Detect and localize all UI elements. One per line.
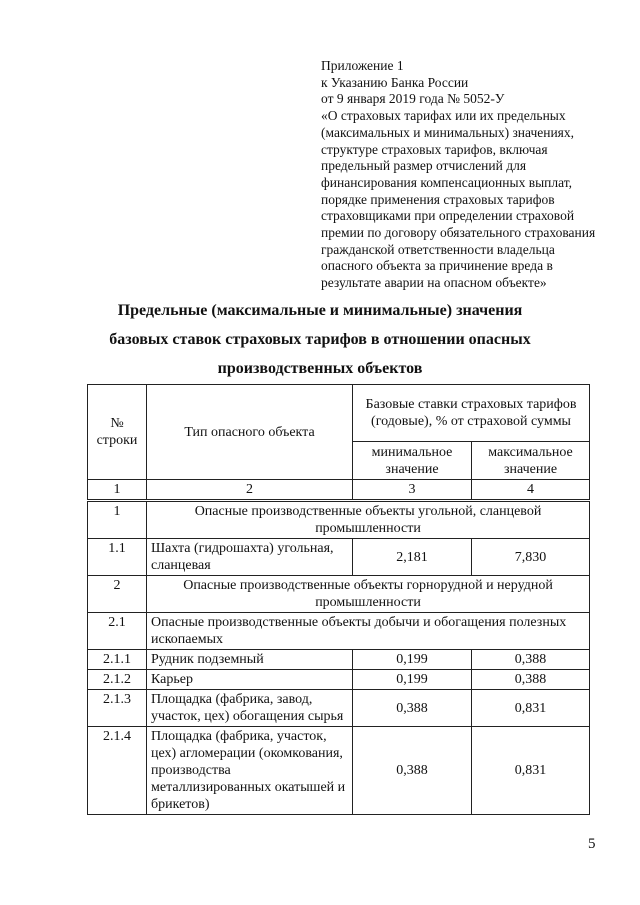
column-number-row [88, 480, 590, 501]
header-min-value: минимальное значение [353, 442, 472, 480]
table-row [88, 576, 590, 613]
column-number: 1 [88, 480, 147, 501]
appendix-line: «О страховых тарифах или их предельных [321, 108, 566, 124]
row-number: 2.1 [88, 613, 147, 650]
appendix-line: Приложение 1 [321, 58, 404, 73]
row-max-value: 0,831 [472, 690, 590, 727]
row-number: 2.1.2 [88, 670, 147, 690]
column-number: 4 [472, 480, 590, 501]
column-number: 2 [147, 480, 353, 501]
row-object-name: Шахта (гидрошахта) угольная, сланцевая [147, 539, 353, 576]
row-min-value: 2,181 [353, 539, 472, 576]
row-number: 2.1.4 [88, 727, 147, 815]
row-max-value: 0,831 [472, 727, 590, 815]
row-object-name: Площадка (фабрика, завод, участок, цех) обогащения сырья [147, 690, 353, 727]
document-title [40, 296, 600, 383]
row-object-name: Карьер [147, 670, 353, 690]
appendix-line: финансирования компенсационных выплат, [321, 174, 573, 190]
table-row [88, 670, 590, 690]
row-section-title: Опасные производственные объекты угольной, сланцевой промышленности [147, 501, 590, 539]
row-min-value: 0,199 [353, 650, 472, 670]
header-max-value: максимальное значение [472, 442, 590, 480]
appendix-line: страховщиками при определении страховой [321, 208, 575, 224]
table-row [88, 650, 590, 670]
header-rates: Базовые ставки страховых тарифов (годовые), % от страховой суммы [353, 385, 590, 442]
row-min-value: 0,199 [353, 670, 472, 690]
row-max-value: 0,388 [472, 670, 590, 690]
header-row-number: № строки [88, 385, 147, 480]
table-row [88, 690, 590, 727]
row-min-value: 0,388 [353, 690, 472, 727]
row-number: 2.1.3 [88, 690, 147, 727]
row-section-title: Опасные производственные объекты горнорудной и нерудной промышленности [147, 576, 590, 613]
table-row [88, 727, 590, 815]
table-row [88, 613, 590, 650]
row-number: 2 [88, 576, 147, 613]
appendix-line: порядке применения страховых тарифов [321, 191, 555, 207]
appendix-line: от 9 января 2019 года № 5052-У [321, 91, 505, 107]
row-number: 1.1 [88, 539, 147, 576]
header-object-type: Тип опасного объекта [147, 385, 353, 480]
page-number: 5 [588, 836, 596, 852]
table-row [88, 501, 590, 539]
row-number: 2.1.1 [88, 650, 147, 670]
row-number: 1 [88, 501, 147, 539]
appendix-line: опасного объекта за причинение вреда в [321, 258, 553, 274]
appendix-line: предельный размер отчислений для [321, 158, 527, 174]
appendix-line: результате аварии на опасном объекте» [321, 275, 547, 291]
row-subsection-title: Опасные производственные объекты добычи и обогащения полезных ископаемых [147, 613, 590, 650]
appendix-line: премии по договору обязательного страхования [321, 225, 596, 241]
column-number: 3 [353, 480, 472, 501]
row-object-name: Площадка (фабрика, участок, цех) агломерации (окомкования, производства металлизированных окатышей и брикетов) [147, 727, 353, 815]
appendix-line: гражданской ответственности владельца [321, 241, 555, 257]
row-object-name: Рудник подземный [147, 650, 353, 670]
title-line: Предельные (максимальные и минимальные) значения [117, 302, 523, 319]
appendix-header [321, 58, 621, 292]
row-max-value: 7,830 [472, 539, 590, 576]
row-min-value: 0,388 [353, 727, 472, 815]
appendix-line: к Указанию Банка России [321, 74, 469, 90]
rates-table [87, 384, 590, 815]
title-line: производственных объектов [217, 360, 423, 377]
table-row [88, 539, 590, 576]
row-max-value: 0,388 [472, 650, 590, 670]
appendix-line: структуре страховых тарифов, включая [321, 141, 548, 157]
title-line: базовых ставок страховых тарифов в отношении опасных [109, 331, 531, 348]
appendix-line: (максимальных и минимальных) значениях, [321, 124, 575, 140]
